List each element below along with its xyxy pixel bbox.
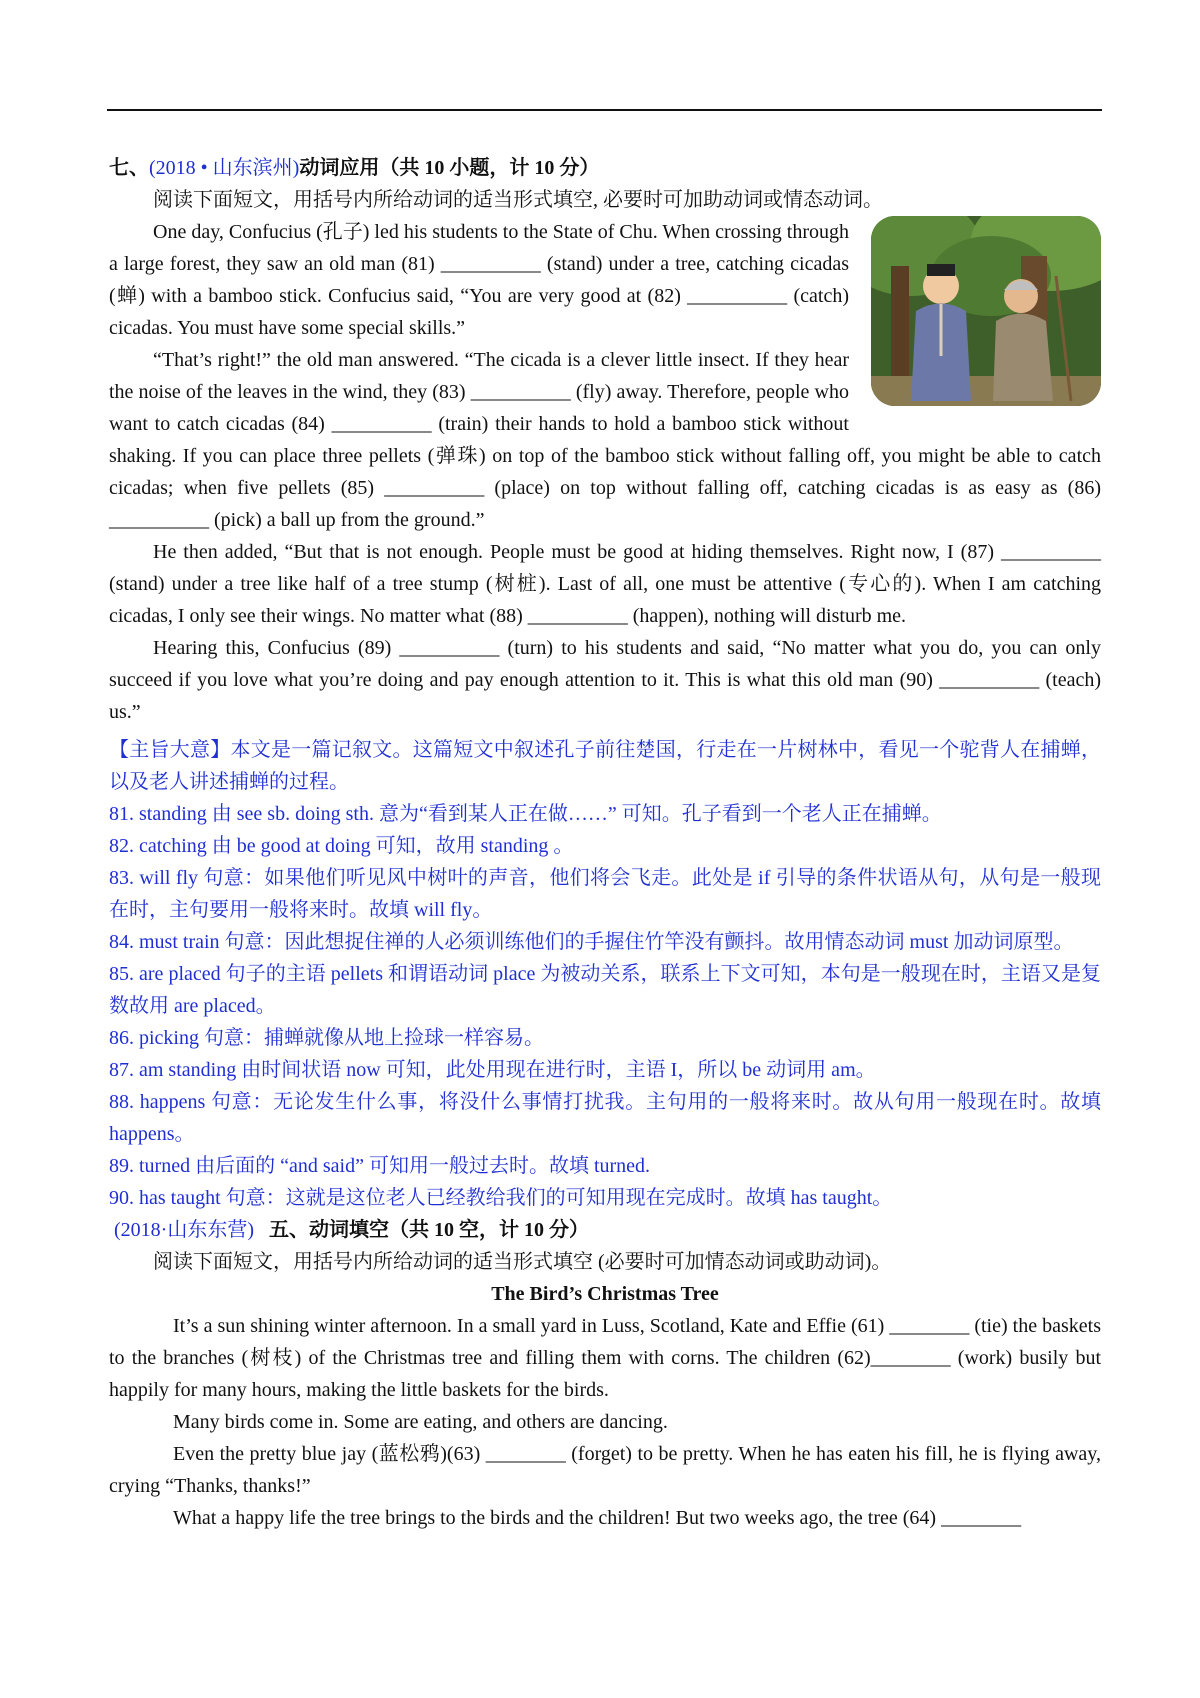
answer-item: 83. will fly 句意：如果他们听见风中树叶的声音，他们将会飞走。此处是 if 引导的条件状语从句，从句是一般现在时，主句要用一般将来时。故填 will fly。 — [109, 867, 1101, 921]
section5-heading — [109, 1214, 1101, 1246]
section5-heading-title: 五、动词填空（共 10 空，计 10 分） — [268, 1219, 589, 1241]
answer-item: 81. standing 由 see sb. doing sth. 意为“看到某人正在做……” 可知。孔子看到一个老人正在捕蝉。 — [109, 803, 942, 825]
section7-heading-source: (2018 • 山东滨州) — [149, 157, 300, 179]
document-content — [109, 152, 1101, 1534]
section5-paragraph-4: What a happy life the tree brings to the birds and the children! But two weeks ago, the tree (64) ________ — [173, 1507, 1022, 1529]
section7-paragraph-3: He then added, “But that is not enough. People must be good at hiding themselves. Right now, I (87) __________ (stand) under a tree like half of a tree stump (树桩). Last of all, one must be attentive (专心的). When I am catching cicadas, I only see their wings. No matter what (88) __________ (happen), nothing will disturb me. — [109, 541, 1101, 627]
section7-heading — [109, 152, 1101, 184]
answer-item: 86. picking 句意：捕蝉就像从地上捡球一样容易。 — [109, 1027, 544, 1049]
section5-paragraph-1: It’s a sun shining winter afternoon. In a small yard in Luss, Scotland, Kate and Effie (61) ________ (tie) the baskets to the branches (树枝) of the Christmas tree and filling them with corns. The children (62)________ (work) busily but happily for many hours, making the little baskets for the birds. — [109, 1315, 1101, 1401]
answer-item: 89. turned 由后面的 “and said” 可知用一般过去时。故填 turned. — [109, 1155, 651, 1177]
answer-item: 84. must train 句意：因此想捉住禅的人必须训练他们的手握住竹竿没有颤抖。故用情态动词 must 加动词原型。 — [109, 931, 1074, 953]
section5-passage-title: The Bird’s Christmas Tree — [491, 1283, 719, 1305]
section5-paragraph-3: Even the pretty blue jay (蓝松鸦)(63) ________ (forget) to be pretty. When he has eaten his fill, he is flying away, crying “Thanks, thanks!” — [109, 1443, 1101, 1497]
section7-heading-title: 动词应用（共 10 小题，计 10 分） — [299, 157, 600, 179]
section7-heading-prefix: 七、 — [109, 157, 149, 179]
header-rule — [107, 109, 1102, 111]
section7-paragraph-1: One day, Confucius (孔子) led his students to the State of Chu. When crossing through a large forest, they saw an old man (81) __________ (stand) under a tree, catching cicadas (蝉) with a bamboo stick. Confucius said, “You are very good at (82) __________ (catch) cicadas. You must have some special skills.” — [109, 221, 850, 339]
answer-item: 87. am standing 由时间状语 now 可知，此处用现在进行时，主语 I，所以 be 动词用 am。 — [109, 1059, 876, 1081]
confucius-and-old-man-illustration — [871, 216, 1101, 406]
section5-instruction: 阅读下面短文，用括号内所给动词的适当形式填空 (必要时可加情态动词或助动词)。 — [153, 1251, 892, 1273]
answer-item: 90. has taught 句意：这就是这位老人已经教给我们的可知用现在完成时。故填 has taught。 — [109, 1187, 893, 1209]
section5-heading-source: (2018·山东东营) — [114, 1219, 254, 1241]
section7-instruction: 阅读下面短文，用括号内所给动词的适当形式填空, 必要时可加助动词或情态动词。 — [153, 189, 883, 211]
section7-paragraph-2: “That’s right!” the old man answered. “The cicada is a clever little insect. If they hear the noise of the leaves in the wind, they (83) __________ (fly) away. Therefore, people who want to catch cicadas (84) __________ (train) their hands to hold a bamboo stick without shaking. If you can place three pellets (弹珠) on top of the bamboo stick without falling off, you might be able to catch cicadas; when five pellets (85) __________ (place) on top without falling off, catching cicadas is as easy as (86) __________ (pick) a ball up from the ground.” — [109, 349, 1101, 531]
answer-item: 88. happens 句意：无论发生什么事，将没什么事情打扰我。主句用的一般将来时。故从句用一般现在时。故填 happens。 — [109, 1091, 1101, 1145]
answer-item: 82. catching 由 be good at doing 可知，故用 standing 。 — [109, 835, 574, 857]
section5-paragraph-2: Many birds come in. Some are eating, and others are dancing. — [173, 1411, 668, 1433]
answer-item: 85. are placed 句子的主语 pellets 和谓语动词 place 为被动关系，联系上下文可知，本句是一般现在时，主语又是复数故用 are placed。 — [109, 963, 1101, 1017]
section7-paragraph-4: Hearing this, Confucius (89) __________ (turn) to his students and said, “No matter what you do, you can only succeed if you love what you’re doing and pay enough attention to it. This is what this old man (90) __________ (teach) us.” — [109, 637, 1101, 723]
answer-summary: 【主旨大意】本文是一篇记叙文。这篇短文中叙述孔子前往楚国，行走在一片树林中，看见一个驼背人在捕蝉，以及老人讲述捕蝉的过程。 — [109, 739, 1101, 793]
